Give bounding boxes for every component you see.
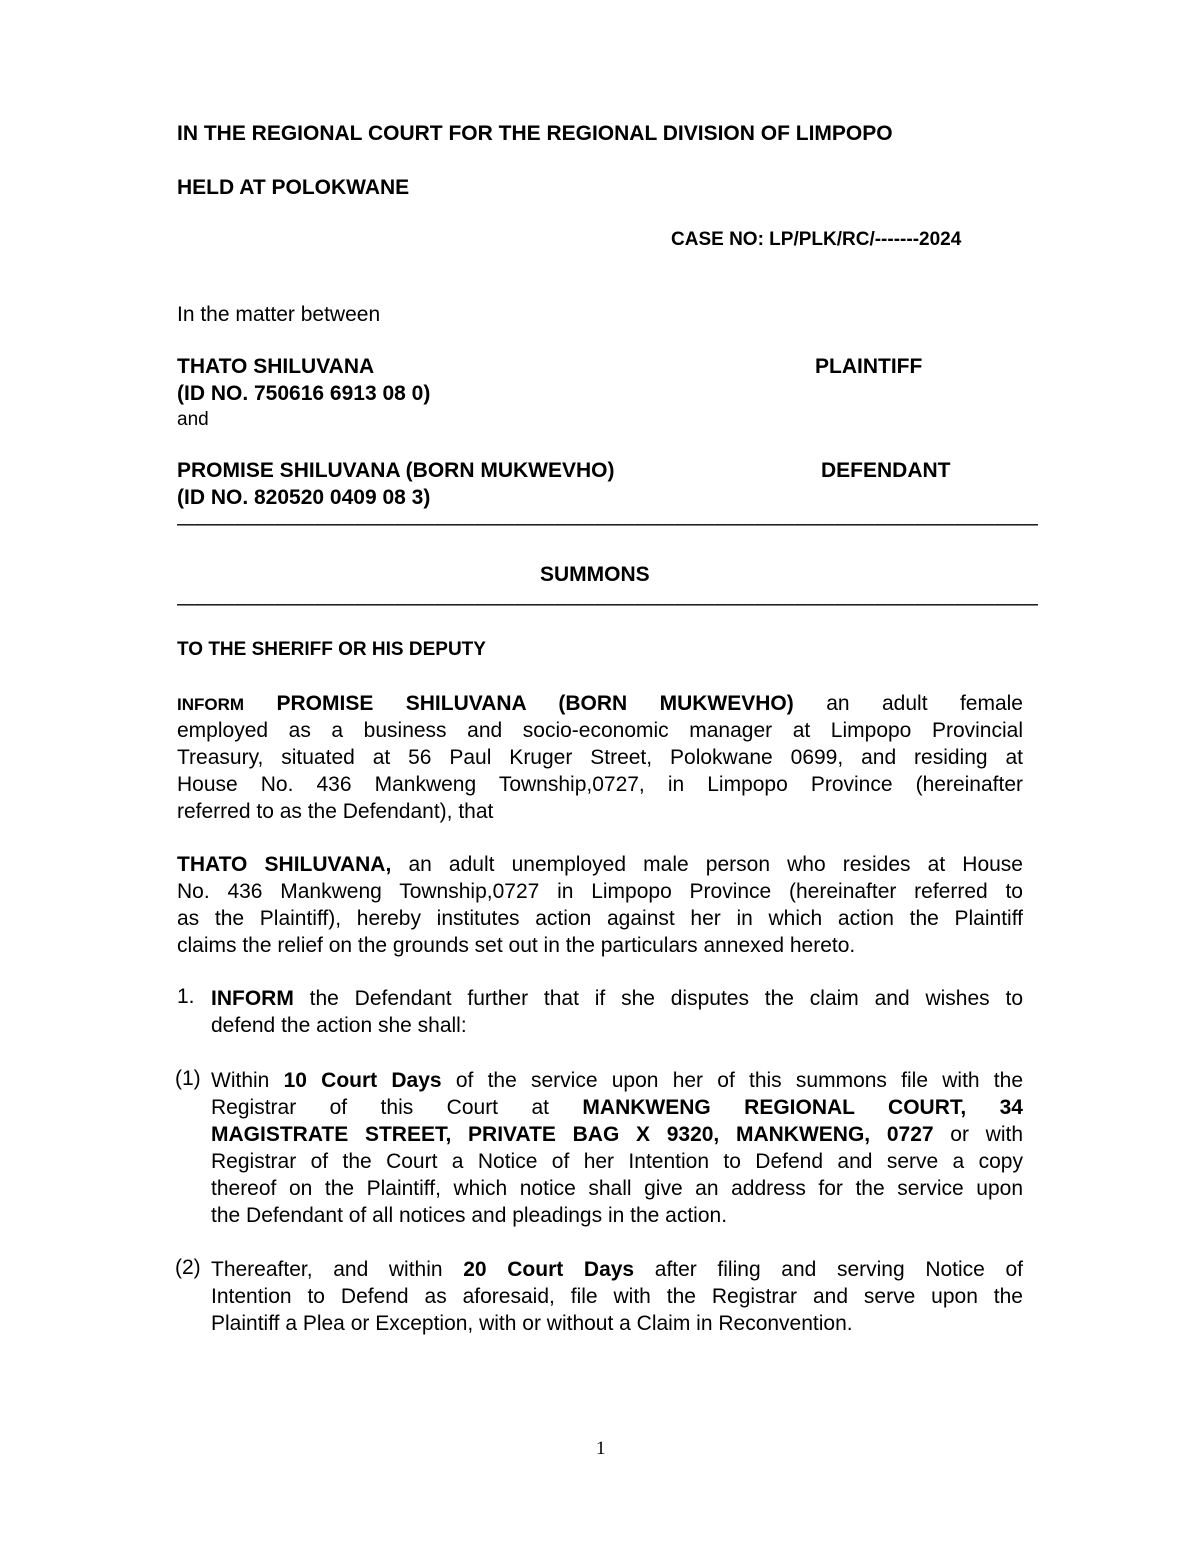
item-1-line-2: defend the action she shall:: [211, 1014, 467, 1037]
document-title: SUMMONS: [540, 563, 650, 586]
plaintiff-paragraph: [177, 851, 1023, 959]
inform-line-1: an adult female: [826, 692, 1023, 715]
plaintiff-name: THATO SHILUVANA: [177, 355, 375, 378]
item-1-line-1: the Defendant further that if she disputes the claim and wishes to: [309, 987, 1023, 1010]
item-a-line-4: Registrar of the Court a Notice of her Intention to Defend and serve a copy: [211, 1150, 1023, 1173]
item-1-keyword: INFORM: [211, 987, 294, 1010]
item-b-number: (2): [175, 1256, 201, 1279]
item-b-line-3: Plaintiff a Plea or Exception, with or without a Claim in Reconvention.: [211, 1312, 853, 1335]
item-a-line-3-post: or with: [950, 1123, 1024, 1146]
defendant-name-inline: PROMISE SHILUVANA (BORN MUKWEVHO): [276, 692, 794, 715]
addressee: TO THE SHERIFF OR HIS DEPUTY: [177, 639, 486, 660]
inform-line-4: House No. 436 Mankweng Township,0727, in Limpopo Province (hereinafter: [177, 773, 1023, 796]
defendant-id: (ID NO. 820520 0409 08 3): [177, 486, 431, 509]
plaintiff-line-1: an adult unemployed male person who resides at House: [408, 853, 1023, 876]
item-a-line-2-pre: Registrar of this Court at: [211, 1096, 549, 1119]
divider-top: ———————————————————————————————————————————: [177, 512, 1037, 535]
item-1-text: [211, 985, 1023, 1039]
court-heading: IN THE REGIONAL COURT FOR THE REGIONAL DIVISION OF LIMPOPO: [177, 122, 893, 145]
case-number: CASE NO: LP/PLK/RC/-------2024: [671, 229, 962, 250]
matter-intro: In the matter between: [177, 303, 381, 326]
plaintiff-name-inline: THATO SHILUVANA,: [177, 853, 392, 876]
item-a-line-5: thereof on the Plaintiff, which notice shall give an address for the service upon: [211, 1177, 1023, 1200]
inform-keyword: INFORM: [177, 695, 245, 714]
item-b-line-1-pre: Thereafter, and within: [211, 1258, 443, 1281]
plaintiff-role: PLAINTIFF: [815, 355, 923, 378]
item-a-line-1-pre: Within: [211, 1069, 270, 1092]
divider-bottom: ———————————————————————————————————————————: [177, 592, 1037, 615]
item-a-line-1-post: of the service upon her of this summons file with the: [455, 1069, 1023, 1092]
plaintiff-line-4: claims the relief on the grounds set out in the particulars annexed hereto.: [177, 934, 856, 957]
item-b-days: 20 Court Days: [463, 1258, 635, 1281]
item-a-court-name: MANKWENG REGIONAL COURT, 34: [582, 1096, 1023, 1119]
plaintiff-line-2: No. 436 Mankweng Township,0727 in Limpopo Province (hereinafter referred to: [177, 880, 1023, 903]
held-at-heading: HELD AT POLOKWANE: [177, 176, 410, 199]
item-a-line-6: the Defendant of all notices and pleadings in the action.: [211, 1204, 728, 1227]
inform-line-3: Treasury, situated at 56 Paul Kruger Street, Polokwane 0699, and residing at: [177, 746, 1023, 769]
defendant-name: PROMISE SHILUVANA (BORN MUKWEVHO): [177, 459, 615, 482]
item-1-number: 1.: [177, 985, 195, 1008]
inform-line-2: employed as a business and socio-economic manager at Limpopo Provincial: [177, 719, 1023, 742]
plaintiff-id: (ID NO. 750616 6913 08 0): [177, 382, 431, 405]
inform-paragraph: [177, 690, 1023, 825]
item-b-text: [211, 1256, 1023, 1337]
item-a-text: [211, 1067, 1023, 1229]
item-a-days: 10 Court Days: [283, 1069, 442, 1092]
plaintiff-line-3: as the Plaintiff), hereby institutes action against her in which action the Plaintiff: [177, 907, 1023, 930]
item-b-line-1-post: after filing and serving Notice of: [654, 1258, 1024, 1281]
page-number: 1: [596, 1438, 606, 1459]
defendant-role: DEFENDANT: [821, 459, 951, 482]
item-a-court-address: MAGISTRATE STREET, PRIVATE BAG X 9320, MANKWENG, 0727: [211, 1123, 934, 1146]
inform-line-5: referred to as the Defendant), that: [177, 800, 494, 823]
item-a-number: (1): [175, 1067, 201, 1090]
and-connector: and: [177, 409, 209, 430]
item-b-line-2: Intention to Defend as aforesaid, file with the Registrar and serve upon the: [211, 1285, 1023, 1308]
